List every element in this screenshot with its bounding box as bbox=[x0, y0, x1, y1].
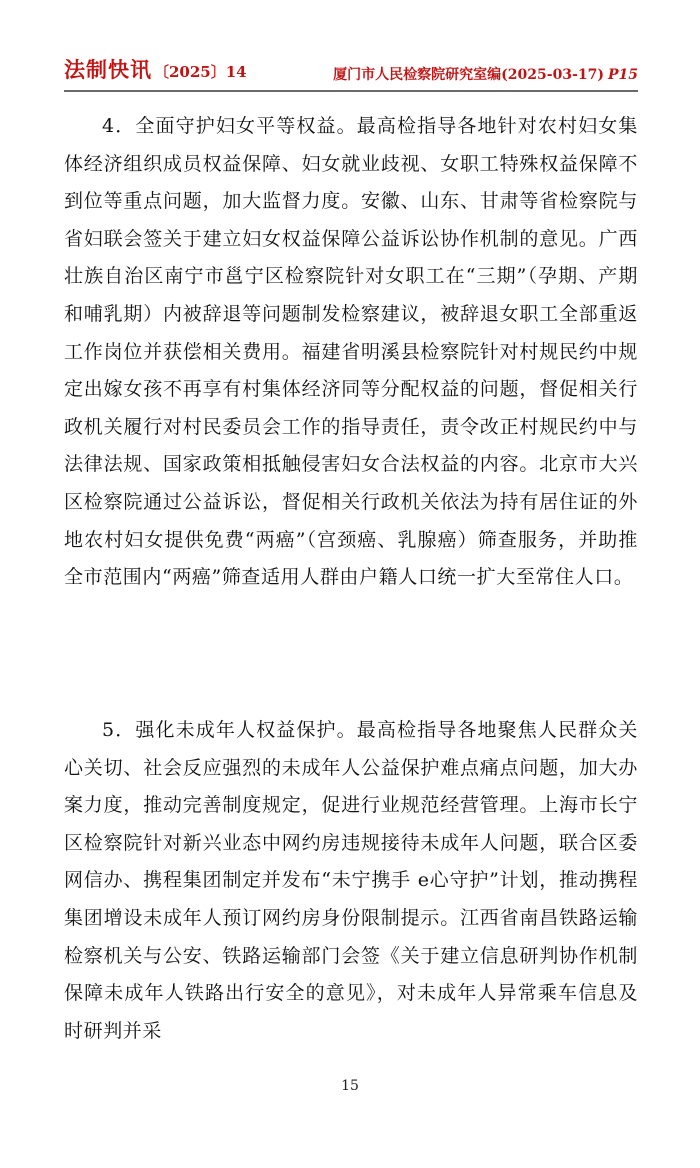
header-right bbox=[333, 64, 638, 84]
page-header bbox=[64, 60, 638, 92]
paragraph-women-rights: 4．全面守护妇女平等权益。最高检指导各地针对农村妇女集体经济组织成员权益保障、妇女就业歧视、女职工特殊权益保障不到位等重点问题，加大监督力度。安徽、山东、甘肃等省检察院与省妇联会签关于建立妇女权益保障公益诉讼协作机制的意见。广西壮族自治区南宁市邕宁区检察院针对女职工在“三期”（孕期、产期和哺乳期）内被辞退等问题制发检察建议，被辞退女职工全部重返工作岗位并获偿相关费用。福建省明溪县检察院针对村规民约中规定出嫁女孩不再享有村集体经济同等分配权益的问题，督促相关行政机关履行对村民委员会工作的指导责任，责令改正村规民约中与法律法规、国家政策相抵触侵害妇女合法权益的内容。北京市大兴区检察院通过公益诉讼，督促相关行政机关依法为持有居住证的外地农村妇女提供免费“两癌”（宫颈癌、乳腺癌）筛查服务，并助推全市范围内“两癌”筛查适用人群由户籍人口统一扩大至常住人口。 bbox=[64, 115, 638, 589]
paragraph-minor-rights: 5．强化未成年人权益保护。最高检指导各地聚焦人民群众关心关切、社会反应强烈的未成年人公益保护难点痛点问题，加大办案力度，推动完善制度规定，促进行业规范经营管理。上海市长宁区检察院针对新兴业态中网约房违规接待未成年人问题，联合区委网信办、携程集团制定并发布“未宁携手 e心守护”计划，推动携程集团增设未成年人预订网约房身份限制提示。江西省南昌铁路运输检察机关与公安、铁路运输部门会签《关于建立信息研判协作机制 保障未成年人铁路出行安全的意见》，对未成年人异常乘车信息及时研判并采 bbox=[64, 719, 638, 1042]
bulletin-issue: 〔2025〕14 bbox=[154, 63, 247, 81]
page-number: 15 bbox=[341, 1078, 359, 1094]
bulletin-title: 法制快讯 bbox=[64, 58, 152, 82]
header-page-ref: P15 bbox=[607, 67, 638, 83]
bulletin-source: 厦门市人民检察院研究室编(2025-03-17) bbox=[333, 67, 604, 83]
header-left bbox=[64, 54, 247, 84]
